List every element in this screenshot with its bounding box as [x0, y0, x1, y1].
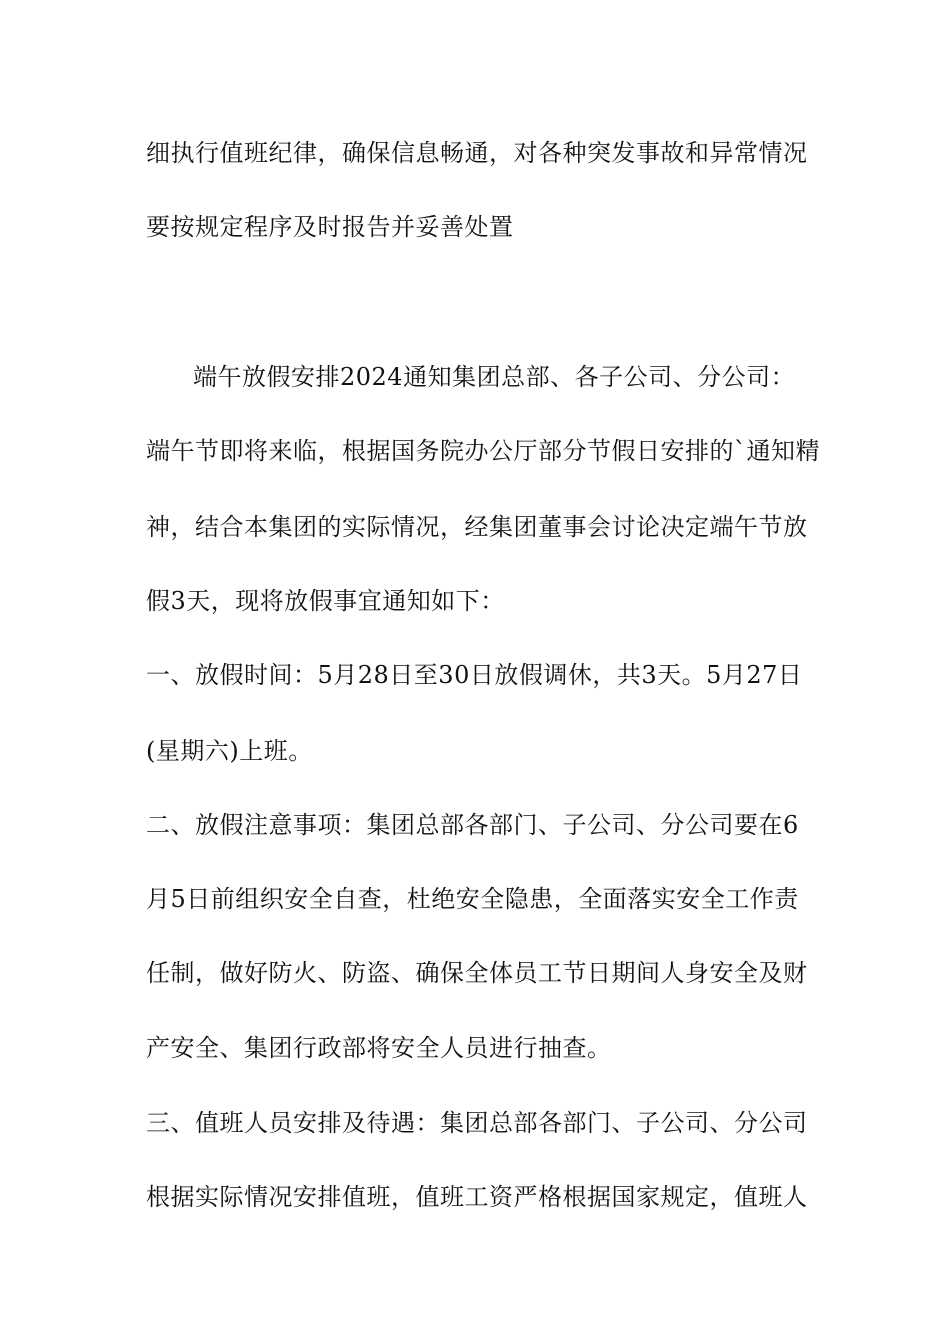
text-line: 任制，做好防火、防盗、确保全体员工节日期间人身安全及财	[146, 959, 808, 987]
text-line: 假3天，现将放假事宜通知如下：	[146, 587, 505, 615]
text-line: 端午节即将来临，根据国务院办公厅部分节假日安排的`通知精	[146, 437, 820, 465]
notice-heading: 端午放假安排2024通知集团总部、各子公司、分公司：	[193, 363, 796, 391]
text-line: 产安全、集团行政部将安全人员进行抽查。	[146, 1034, 612, 1062]
text-line: 要按规定程序及时报告并妥善处置	[146, 213, 514, 241]
text-line: 神，结合本集团的实际情况，经集团董事会讨论决定端午节放	[146, 513, 808, 541]
text-line: 月5日前组织安全自查，杜绝安全隐患，全面落实安全工作责	[146, 885, 799, 913]
section-one-line: 一、放假时间：5月28日至30日放假调休，共3天。5月27日	[146, 661, 803, 689]
text-line: (星期六)上班。	[146, 737, 313, 765]
section-three-line: 三、值班人员安排及待遇：集团总部各部门、子公司、分公司	[146, 1109, 808, 1137]
text-line: 根据实际情况安排值班，值班工资严格根据国家规定，值班人	[146, 1183, 808, 1211]
text-line: 细执行值班纪律，确保信息畅通，对各种突发事故和异常情况	[146, 139, 808, 167]
section-two-line: 二、放假注意事项：集团总部各部门、子公司、分公司要在6	[146, 811, 799, 839]
